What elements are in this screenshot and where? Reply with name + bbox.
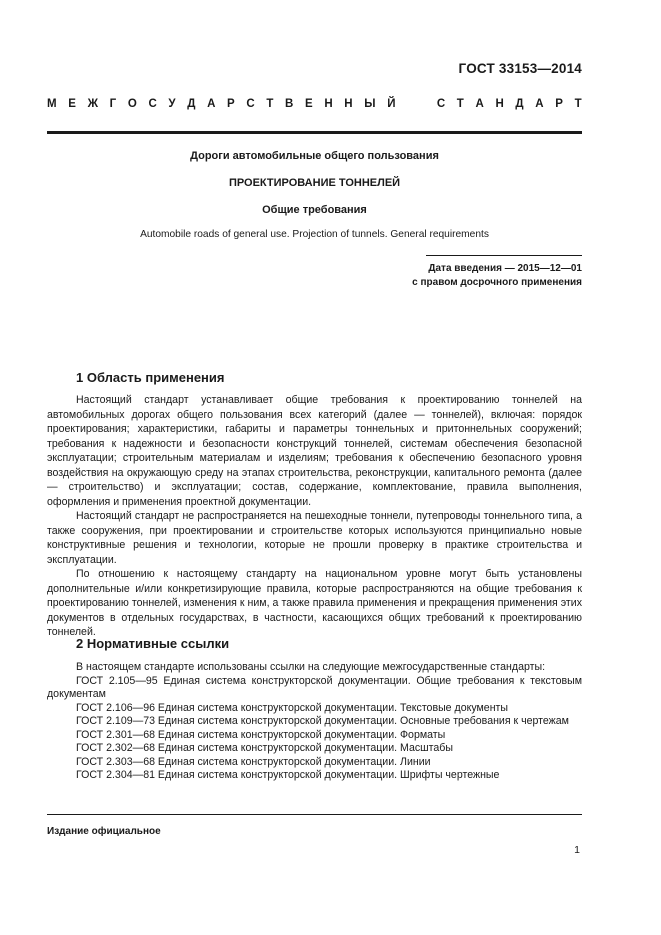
- header-rule: [47, 131, 582, 134]
- reference-item: ГОСТ 2.109—73 Единая система конструкторской документации. Основные требования к чертежам: [76, 715, 569, 727]
- banner-letter: А: [475, 98, 484, 110]
- banner-letter: М: [47, 98, 57, 110]
- banner-letter: Т: [266, 98, 274, 110]
- date-rule: [426, 255, 582, 256]
- paragraph: Настоящий стандарт устанавливает общие требования к проектированию тоннелей на автомобильных дорогах общего пользования всех категорий (далее — тоннелей), включая: порядок проектирования; характеристики, габариты и параметры тоннельных и притоннельных сооружений; требования к надежности и безопасности конструкций тоннелей, системам обеспечения безопасной эксплуатации; строительным материалам и изделиям; требования к обеспечению безопасного уровня воздействия на окружающую среду на этапах строительства, реконструкции, капитального ремонта (далее — строительство) и эксплуатации; состав, содержание, комплектование, правила выполнения, оформления и применения проектной документации.: [47, 394, 582, 508]
- date-line-1: Дата введения — 2015—12—01: [428, 263, 582, 274]
- footer-rule: [47, 814, 582, 815]
- banner-letter: Ж: [87, 98, 98, 110]
- reference-item: ГОСТ 2.302—68 Единая система конструкторской документации. Масштабы: [76, 742, 453, 754]
- banner-letter: Е: [305, 98, 313, 110]
- banner-letter: О: [127, 98, 137, 110]
- introduction-date: [412, 262, 582, 290]
- banner-letter: У: [168, 98, 176, 110]
- section-2-heading: 2 Нормативные ссылки: [76, 636, 230, 651]
- banner-letter: Н: [344, 98, 353, 110]
- title-line-1: Дороги автомобильные общего пользования: [190, 150, 439, 162]
- standard-banner: [47, 98, 582, 110]
- title-line-2: ПРОЕКТИРОВАНИЕ ТОННЕЛЕЙ: [228, 177, 401, 189]
- banner-letter: Р: [555, 98, 563, 110]
- banner-letter: Д: [187, 98, 196, 110]
- reference-item: ГОСТ 2.304—81 Единая система конструкторской документации. Шрифты чертежные: [76, 769, 500, 781]
- banner-letter: С: [436, 98, 446, 110]
- edition-label: Издание официальное: [47, 826, 161, 837]
- reference-item: ГОСТ 2.301—68 Единая система конструкторской документации. Форматы: [76, 728, 446, 741]
- date-line-2: с правом досрочного применения: [412, 277, 582, 288]
- banner-gap: [422, 98, 425, 110]
- banner-letter: В: [285, 98, 294, 110]
- banner-letter: Т: [456, 98, 464, 110]
- banner-letter: А: [535, 98, 544, 110]
- page-number: 1: [574, 844, 580, 856]
- banner-letter: Е: [68, 98, 76, 110]
- banner-letter: Т: [574, 98, 582, 110]
- banner-letter: Д: [515, 98, 524, 110]
- banner-letter: Н: [495, 98, 504, 110]
- paragraph: В настоящем стандарте использованы ссылки на следующие межгосударственные стандарты:: [76, 661, 546, 673]
- english-title: Automobile roads of general use. Projection of tunnels. General requirements: [140, 229, 489, 240]
- reference-item: ГОСТ 2.106—96 Единая система конструкторской документации. Текстовые документы: [76, 701, 509, 714]
- title-line-3: Общие требования: [262, 204, 367, 216]
- banner-gap: [407, 98, 410, 110]
- banner-letter: А: [207, 98, 216, 110]
- section-1-body: [47, 393, 582, 640]
- banner-letter: С: [148, 98, 157, 110]
- banner-letter: Ы: [364, 98, 376, 110]
- banner-letter: Й: [387, 98, 396, 110]
- banner-letter: Р: [227, 98, 235, 110]
- reference-item: ГОСТ 2.105—95 Единая система конструкторской документации. Общие требования к текстовым документам: [47, 674, 582, 700]
- section-1-heading: 1 Область применения: [76, 370, 225, 385]
- banner-letter: Н: [324, 98, 333, 110]
- banner-letter: Г: [109, 98, 117, 110]
- banner-letter: С: [246, 98, 255, 110]
- paragraph: По отношению к настоящему стандарту на национальном уровне могут быть установлены дополнительные и/или конкретизирующие правила, которые распространяются на общие требования к проектированию тоннелей, изменения к ним, а также правила применения и прекращения применения этих документов в отдельных государствах, в частности, касающихся общих требований к проектированию тоннелей.: [47, 568, 582, 638]
- section-2-body: [47, 661, 582, 783]
- reference-item: ГОСТ 2.303—68 Единая система конструкторской документации. Линии: [76, 755, 431, 768]
- document-number: ГОСТ 33153—2014: [458, 61, 582, 76]
- paragraph: Настоящий стандарт не распространяется на пешеходные тоннели, путепроводы тоннельного типа, а также сооружения, при проектировании и строительстве которых используются принципиально новые конструктивные решения и технологии, которые не прошли проверку в практике строительства и эксплуатации.: [47, 510, 582, 566]
